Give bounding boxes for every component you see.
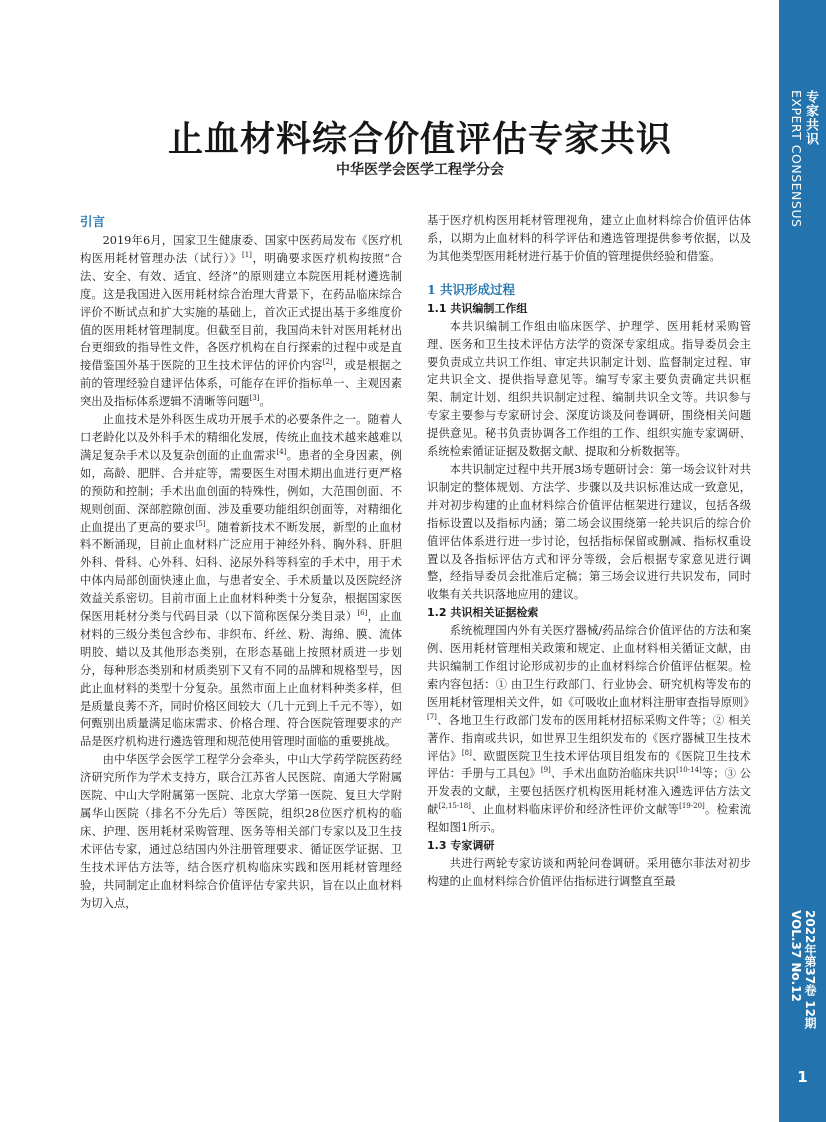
citation: [6] [357, 609, 368, 618]
section-1-3-paragraph-1: 共进行两轮专家访谈和两轮问卷调研。采用德尔菲法对初步构建的止血材料综合价值评估指标进行调整直至最 [427, 857, 751, 888]
section-1-heading: 1 共识形成过程 [427, 281, 516, 297]
left-column [80, 212, 402, 912]
citation: [9] [540, 766, 551, 775]
intro-paragraph-2: 止血技术是外科医生成功开展手术的必要条件之一。随着人口老龄化以及外科手术的精细化发展，传统止血技术越来越难以满足复杂手术以及复杂创面的止血需求[4]。患者的全身因素，例如，高龄、肥胖、合并症等，需要医生对围术期出血进行更严格的预防和控制；手术出血创面的特殊性，例如，大范围创面、不规则创面、深部腔隙创面、涉及重要功能组织创面等，对精细化止血提出了更高的要求[5]。随着新技术不断发展，新型的止血材料不断涌现，目前止血材料广泛应用于神经外科、胸外科、肝胆外科、骨科、心外科、妇科、泌尿外科等科室的手术中，用于术中体内局部创面快速止血，与患者安全、手术质量以及医院经济效益关系密切。目前市面上止血材料种类十分复杂，根据国家医保医用耗材分类与代码目录（以下简称医保分类目录）[6]，止血材料的三级分类包含纱布、非织布、纤丝、粉、海绵、膜、流体明胶、蜡以及其他形态类别，在形态基础上按照材质进一步划分，每种形态类别和材质类别下又有不同的品牌和规格型号，因此止血材料的类型十分复杂。虽然市面上止血材料种类多样，但是质量良莠不齐，同时价格区间较大（几十元到上千元不等），如何甄别出质量满足临床需求、价格合理、符合医院管理要求的产品是医疗机构进行遴选管理和规范使用管理时面临的重要挑战。 [80, 413, 402, 749]
section-1-2-heading: 1.2 共识相关证据检索 [427, 606, 539, 620]
section-1-1-heading: 1.1 共识编制工作组 [427, 301, 528, 315]
citation: [4] [276, 448, 287, 457]
intro-paragraph-1: 2019年6月，国家卫生健康委、国家中医药局发布《医疗机构医用耗材管理办法（试行）》[1]，明确要求医疗机构按照“合法、安全、有效、适宜、经济”的原则建立本院医用耗材遴选制度。这是我国进入医用耗材综合治理大背景下，在药品临床综合评价不断试点和扩大实施的基础上，首次正式提出基于多维度价值的医用耗材管理制度。但截至目前，我国尚未针对医用耗材出台更细致的指导性文件，各医疗机构在自行探索的过程中或是直接借鉴国外基于医院的卫生技术评估的评价内容[2]，或是根据之前的管理经验自建评估体系，可能存在评价指标单一、主观因素突出及指标体系逻辑不清晰等问题[3]。 [80, 234, 403, 409]
column-label-en: EXPERT CONSENSUS [789, 90, 804, 228]
citation: [5] [195, 519, 206, 528]
column-label [789, 90, 817, 227]
section-1-1-paragraph-2: 本共识制定过程中共开展3场专题研讨会：第一场会议针对共识制定的整体规划、方法学、步骤以及共识标准达成一致意见，并对初步构建的止血材料综合价值评估框架进行建议，包括各级指标设置以及指标内涵；第二场会议围绕第一轮共识后的综合价值评估体系进行进一步讨论，包括指标保留或删减、指标权重设置以及各指标评估方式和评分等级，会后根据专家意见进行调整，经指导委员会批准后定稿；第三场会议进行共识发布，同时收集有关共识落地应用的建议。 [427, 462, 751, 602]
section-1-3-heading: 1.3 专家调研 [427, 839, 495, 853]
paper-title: 止血材料综合价值评估专家共识 [167, 120, 672, 160]
column-label-cn: 专家共识 [803, 90, 818, 146]
citation: [10-14] [676, 766, 702, 775]
intro-paragraph-3: 由中华医学会医学工程学分会牵头，中山大学药学院医药经济研究所作为学术支持方，联合江苏省人民医院、南通大学附属医院、中山大学附属第一医院、北京大学第一医院、复旦大学附属华山医院（排名不分先后）等医院，组织28位医疗机构的临床、护理、医用耗材采购管理、医务等相关部门专家以及卫生技术评估专家，通过总结国内外注册管理要求、循证医学证据、卫生技术评估方法等，结合医疗机构临床实践和医用耗材管理经验，共同制定止血材料综合价值评估专家共识，旨在以止血材料为切入点， [80, 753, 402, 910]
intro-paragraph-3-continued: 基于医疗机构医用耗材管理视角，建立止血材料综合价值评估体系，以期为止血材料的科学评估和遴选管理提供参考依据，以及为其他类型医用耗材进行基于价值的管理提供经验和借鉴。 [427, 214, 751, 263]
paper-author: 中华医学会医学工程学分会 [336, 162, 504, 178]
right-column [427, 212, 755, 891]
issue-label [789, 910, 817, 1029]
citation: [8] [461, 748, 472, 757]
section-1-2-paragraph-1: 系统梳理国内外有关医疗器械/药品综合价值评估的方法和案例、医用耗材管理相关政策和规定、止血材料相关循证文献，由共识编制工作组讨论形成初步的止血材料综合价值评估框架。检索内容包括：① 由卫生行政部门、行业协会、研究机构等发布的医用耗材管理相关文件，如《可吸收止血材料注册审查指导原则》[7]、各地卫生行政部门发布的医用耗材招标采购文件等；② 相关著作、指南或共识，如世界卫生组织发布的《医疗器械卫生技术评估》[8]、欧盟医院卫生技术评估项目组发布的《医院卫生技术评估：手册与工具包》[9]、手术出血防治临床共识[10-14]等；③ 公开发表的文献，主要包括医疗机构医用耗材准入遴选评估方法文献[2,15-18]、止血材料临床评价和经济性评价文献等[19-20]。检索流程如图1所示。 [427, 624, 755, 835]
issue-label-cn: 2022年第37卷 12期 [803, 910, 817, 1029]
section-1-1-paragraph-1: 本共识编制工作组由临床医学、护理学、医用耗材采购管理、医务和卫生技术评估方法学的资深专家组成。指导委员会主要负责成立共识工作组、审定共识制定计划、监督制定过程、审定共识全文、提供指导意见等。编写专家主要负责确定共识框架、制定计划、组织共识制定过程、编制共识全文等。共识参与专家主要参与专家研讨会、深度访谈及问卷调研，围绕相关问题提供意见。秘书负责协调各工作组的工作、组织实施专家调研、系统检索循证证据及数据文献、提取和分析数据等。 [427, 319, 751, 459]
citation: [1] [241, 251, 252, 260]
citation: [3] [249, 394, 260, 403]
citation: [2,15-18] [438, 802, 471, 811]
issue-label-en: VOL.37 No.12 [789, 910, 803, 1002]
page-number: 1 [797, 1068, 808, 1086]
citation: [19-20] [679, 802, 705, 811]
intro-heading: 引言 [80, 214, 106, 229]
citation: [2] [322, 358, 333, 367]
citation: [7] [427, 712, 437, 721]
